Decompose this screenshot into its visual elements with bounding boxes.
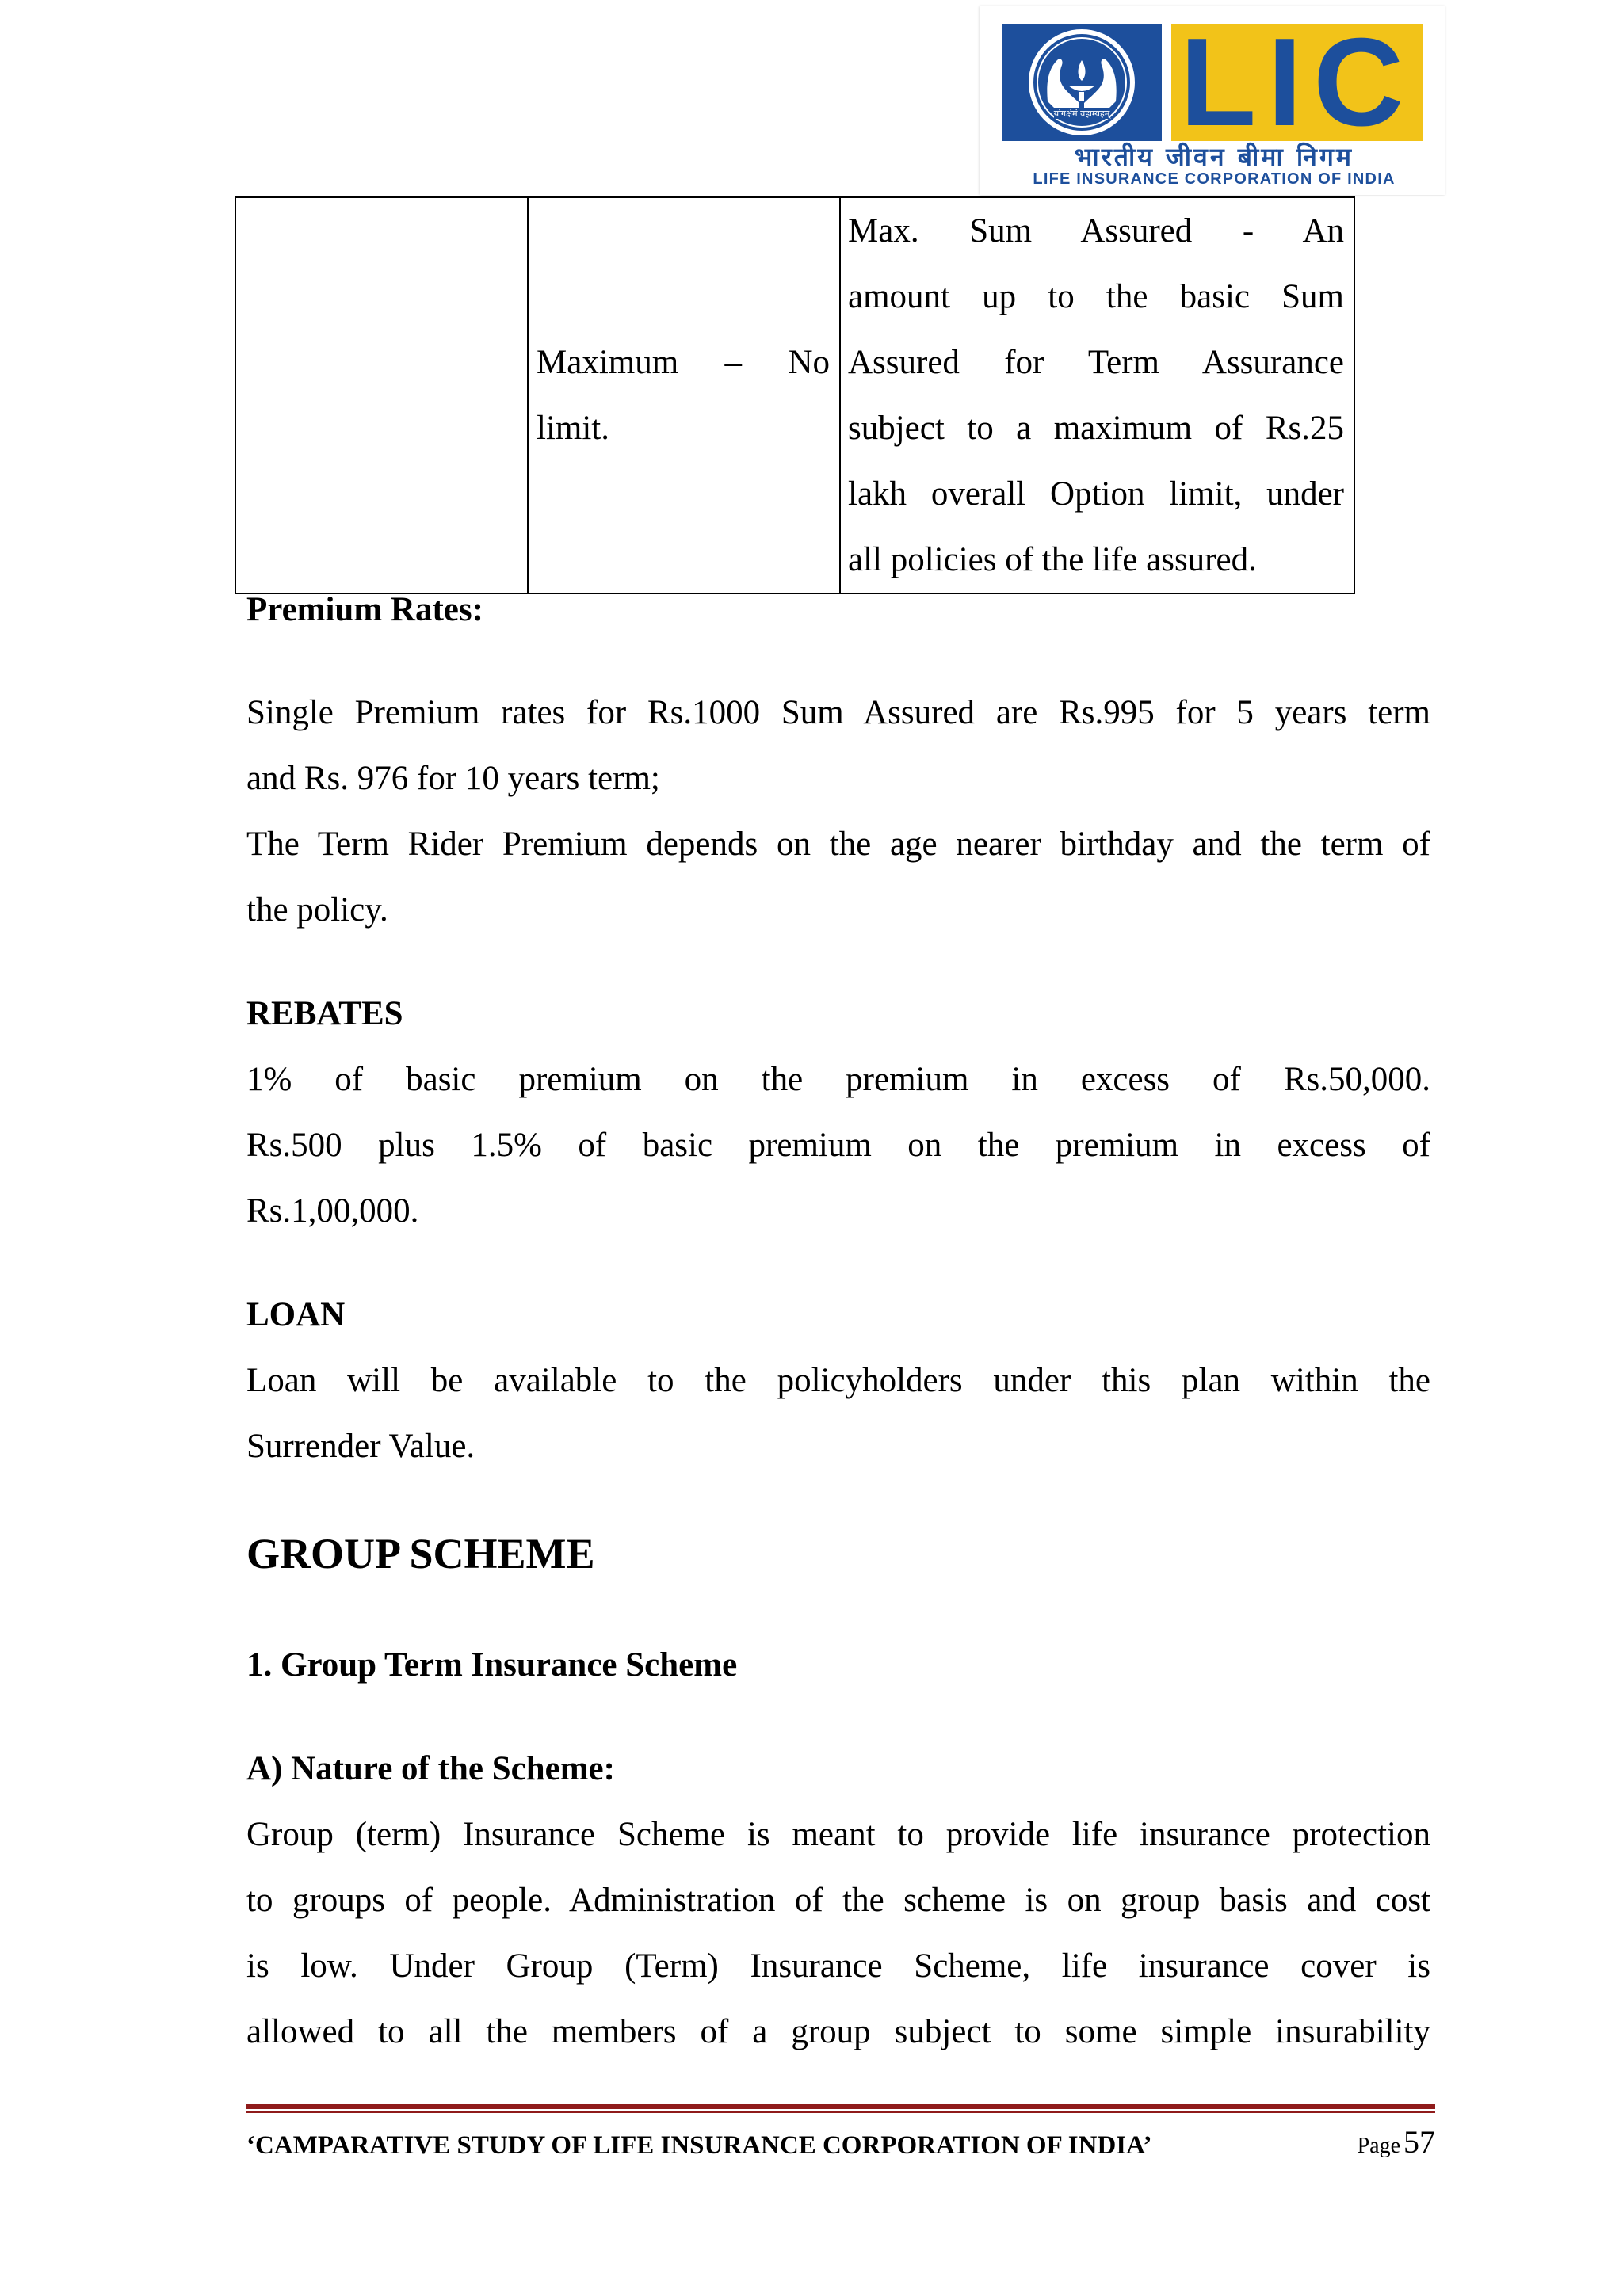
table-cell-empty bbox=[235, 197, 528, 593]
cell-line: all policies of the life assured. bbox=[848, 541, 1257, 578]
page-label: Page bbox=[1357, 2134, 1400, 2158]
lic-logo bbox=[980, 6, 1445, 195]
lic-english-name: LIFE INSURANCE CORPORATION OF INDIA bbox=[1033, 170, 1396, 188]
cell-line: amount up to the basic Sum bbox=[848, 278, 1344, 315]
group-term-insurance-heading: 1. Group Term Insurance Scheme bbox=[246, 1646, 738, 1684]
text-line: 1% of basic premium on the premium in excess of Rs.50,000. bbox=[246, 1061, 1430, 1098]
lic-emblem-icon bbox=[1002, 24, 1162, 141]
loan-heading: LOAN bbox=[246, 1296, 346, 1333]
premium-rates-heading: Premium Rates: bbox=[246, 591, 483, 628]
emblem-motto: योगक्षेमं वहाम्यहम् bbox=[1053, 109, 1110, 119]
footer-divider bbox=[246, 2104, 1435, 2113]
text-line: to groups of people. Administration of the scheme is on group basis and cost bbox=[246, 1882, 1430, 1919]
rebates-heading: REBATES bbox=[246, 995, 403, 1032]
lic-wordmark: LIC bbox=[1171, 24, 1423, 141]
page-number bbox=[1347, 2123, 1435, 2161]
table-cell-max-limit bbox=[528, 197, 840, 593]
loan-paragraph bbox=[246, 1348, 1430, 1479]
cell-line: subject to a maximum of Rs.25 bbox=[848, 410, 1344, 447]
text-line: Single Premium rates for Rs.1000 Sum Assured are Rs.995 for 5 years term bbox=[246, 694, 1430, 731]
table-cell-max-sum-assured bbox=[840, 197, 1354, 593]
lic-hindi-name: भारतीय जीवन बीमा निगम bbox=[1074, 142, 1354, 172]
text-line: Rs.1,00,000. bbox=[246, 1192, 419, 1230]
premium-rates-paragraph bbox=[246, 680, 1430, 943]
text-line: Group (term) Insurance Scheme is meant to provide life insurance protection bbox=[246, 1816, 1430, 1853]
rebates-paragraph bbox=[246, 1047, 1430, 1244]
cell-line: Assured for Term Assurance bbox=[848, 344, 1344, 381]
cell-line: Maximum – No bbox=[537, 344, 830, 381]
footer-title: ‘CAMPARATIVE STUDY OF LIFE INSURANCE CORPORATION OF INDIA’ bbox=[246, 2131, 1152, 2160]
text-line: Rs.500 plus 1.5% of basic premium on the premium in excess of bbox=[246, 1127, 1430, 1164]
nature-of-scheme-paragraph bbox=[246, 1802, 1430, 2065]
text-line: Surrender Value. bbox=[246, 1428, 475, 1465]
hands-lamp-icon bbox=[1002, 24, 1162, 141]
cell-line: Max. Sum Assured - An bbox=[848, 212, 1344, 250]
table-row bbox=[235, 197, 1354, 593]
nature-of-scheme-heading: A) Nature of the Scheme: bbox=[246, 1750, 615, 1787]
page-number-value: 57 bbox=[1403, 2124, 1435, 2160]
text-line: the policy. bbox=[246, 891, 388, 929]
cell-line: lakh overall Option limit, under bbox=[848, 475, 1344, 513]
cell-line: limit. bbox=[537, 410, 609, 447]
text-line: allowed to all the members of a group subject to some simple insurability bbox=[246, 2013, 1430, 2050]
plan-details-table bbox=[235, 196, 1355, 594]
text-line: Loan will be available to the policyholders under this plan within the bbox=[246, 1362, 1430, 1399]
text-line: The Term Rider Premium depends on the age nearer birthday and the term of bbox=[246, 826, 1430, 863]
group-scheme-heading: GROUP SCHEME bbox=[246, 1530, 595, 1577]
text-line: is low. Under Group (Term) Insurance Scheme, life insurance cover is bbox=[246, 1947, 1430, 1985]
text-line: and Rs. 976 for 10 years term; bbox=[246, 760, 660, 797]
